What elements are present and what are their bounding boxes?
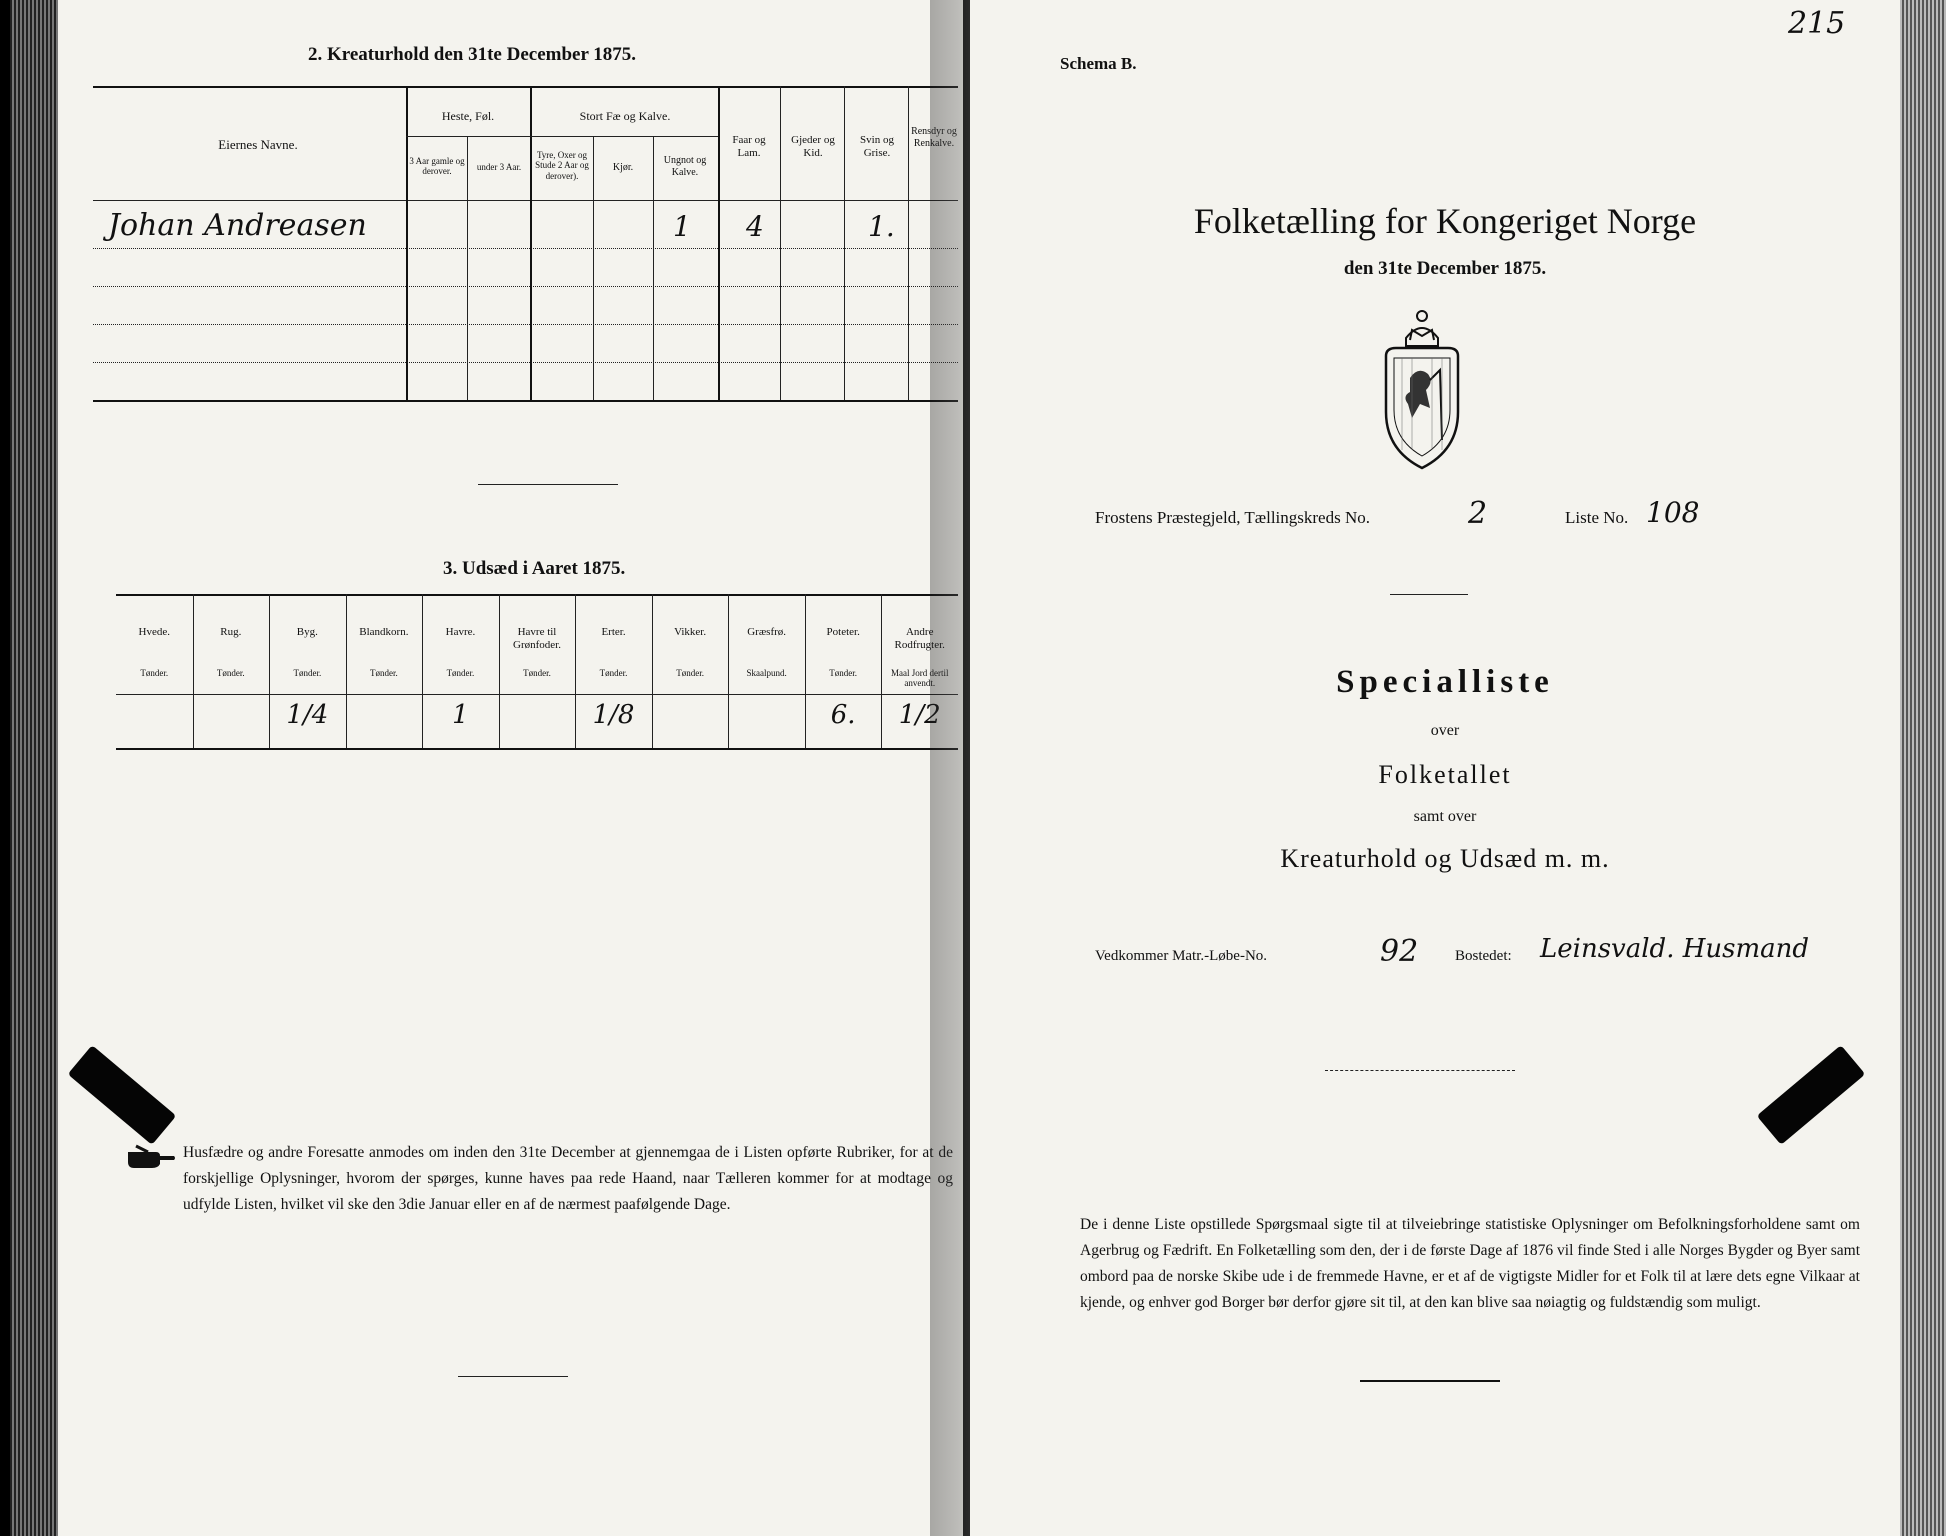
section2-title: 2. Kreaturhold den 31te December 1875. [308, 44, 637, 65]
table2-col-rule [406, 86, 408, 400]
right-page [970, 0, 1900, 1536]
header-owner: Eiernes Navne. [218, 137, 298, 152]
matr-label: Vedkommer Matr.-Løbe-No. [1095, 948, 1268, 964]
section3-title: 3. Udsæd i Aaret 1875. [443, 558, 626, 579]
norwegian-coat-of-arms-icon [1372, 300, 1472, 470]
table2-col-rule [530, 86, 532, 400]
folketallet-label: Folketallet [1378, 760, 1512, 789]
crop-unit: Maal Jord dertil anvendt. [890, 668, 949, 689]
crop-value: 1/8 [592, 700, 635, 730]
crop-header: Byg. [296, 626, 318, 638]
matr-no: 92 [1380, 934, 1419, 969]
district-no: 2 [1468, 496, 1488, 531]
crop-header: Græsfrø. [747, 626, 787, 638]
table2-col-rule [467, 136, 468, 400]
page-number: 215 [1788, 6, 1846, 41]
footer-text: De i denne Liste opstillede Spørgsmaal sigte til at tilveiebringe statistiske Oplysninger om Befolkningsforholdene samt om Agerbrug og Fædrift. En Folketælling som den, der i de første Dage af 1876 vil finde Sted i alle Norges Bygder og Byer samt ombord paa de norske Skibe ude i de fremmede Havne, er et af de vigtigste Midler for et Folk til at lære dets egne Vilkaar at kjende, og enhver god Borger bør derfor gjøre sit til, at den kan blive saa nøiagtig og fuldstændig som muligt. [1080, 1216, 1860, 1311]
crop-unit: Tønder. [140, 668, 169, 678]
table2-row-rule [93, 362, 958, 363]
table3-top-rule [116, 594, 958, 596]
crop-header: Blandkorn. [359, 626, 409, 638]
list-label: Liste No. [1565, 508, 1629, 527]
left-page [58, 0, 963, 1536]
crop-header: Havre til Grønfoder. [513, 626, 561, 651]
header-horses-young: under 3 Aar. [476, 162, 522, 172]
specialliste-heading: Specialliste [1336, 664, 1554, 700]
census-title: Folketælling for Kongeriget Norge [1193, 201, 1697, 241]
table2-col-rule [908, 86, 909, 400]
header-sheep: Faar og Lam. [732, 134, 766, 159]
header-young-cattle: Ungnot og Kalve. [663, 155, 707, 178]
book-edge-right [1900, 0, 1946, 1536]
parish-label: Frostens Præstegjeld, Tællingskreds No. [1095, 508, 1370, 527]
table3-header-rule [116, 694, 958, 695]
header-pigs: Svin og Grise. [860, 134, 894, 159]
header-cows: Kjør. [612, 162, 634, 173]
sheep-value: 4 [746, 210, 764, 243]
header-goats: Gjeder og Kid. [791, 134, 835, 159]
crop-unit: Tønder. [216, 668, 245, 678]
crop-header: Poteter. [826, 626, 860, 638]
header-reindeer: Rensdyr og Renkalve. [911, 126, 957, 149]
crop-header: Havre. [445, 626, 476, 638]
separator [478, 484, 618, 485]
crop-unit: Tønder. [523, 668, 551, 678]
crop-unit: Tønder. [446, 668, 475, 678]
kreaturhold-label: Kreaturhold og Udsæd m. m. [1280, 844, 1610, 873]
cows-value: 1 [673, 210, 691, 243]
table2-bottom-rule [93, 400, 958, 402]
table2-col-rule [593, 136, 594, 400]
crop-unit: Tønder. [676, 668, 704, 678]
notice-text: Husfædre og andre Foresatte anmodes om inden den 31te December at gjennemgaa de i Listen opførte Rubriker, for at de forskjellige Oplysninger, hvorom der spørges, kunne haves paa rede Haand, naar Tælleren kommer for at modtage og udfylde Listen, hvilket vil ske den 3die Januar eller en af de nærmest paafølgende Dage. [183, 1144, 953, 1213]
samt-over-label: samt over [1413, 808, 1477, 825]
crop-unit: Tønder. [829, 668, 858, 678]
schema-label: Schema B. [1060, 54, 1137, 73]
table2-col-rule [780, 86, 781, 400]
crop-header: Vikker. [674, 626, 707, 638]
list-no: 108 [1646, 496, 1700, 529]
bosted-value: Leinsvald. Husmand [1540, 934, 1810, 964]
crop-unit: Tønder. [293, 668, 322, 678]
crop-unit: Skaalpund. [746, 668, 787, 678]
pigs-value: 1. [868, 210, 895, 243]
crop-unit: Tønder. [599, 668, 628, 678]
crop-header: Rug. [220, 626, 242, 638]
crop-header: Hvede. [138, 626, 170, 638]
header-bulls: Tyre, Oxer og Stude 2 Aar og derover). [535, 150, 589, 181]
census-date: den 31te December 1875. [1343, 258, 1547, 279]
table2-col-rule [844, 86, 845, 400]
table3-bottom-rule [116, 748, 958, 750]
table2-row-rule [93, 286, 958, 287]
book-edge-left [10, 0, 58, 1536]
separator [458, 1376, 568, 1377]
header-horses-old: 3 Aar gamle og derover. [409, 156, 465, 177]
header-horses: Heste, Føl. [441, 109, 495, 123]
separator [1325, 1070, 1515, 1071]
crop-header: Andre Rodfrugter. [894, 626, 945, 651]
crop-unit: Tønder. [370, 668, 398, 678]
book-tab-marker [68, 1045, 177, 1145]
table2-top-rule [93, 86, 958, 88]
table2-row-rule [93, 248, 958, 249]
crop-value: 1/2 [898, 700, 941, 730]
separator [1360, 1380, 1500, 1382]
separator [1390, 594, 1468, 595]
pointing-hand-icon [126, 1142, 176, 1172]
table2-row-rule [93, 324, 958, 325]
crop-value: 1/4 [286, 700, 329, 730]
owner-name: Johan Andreasen [108, 208, 367, 243]
crop-header: Erter. [601, 626, 626, 638]
bosted-label: Bostedet: [1455, 948, 1512, 964]
over-label: over [1430, 722, 1460, 739]
crop-value: 1 [452, 700, 469, 730]
crop-value: 6. [830, 700, 856, 730]
table2-group-rule [406, 136, 718, 137]
header-cattle: Stort Fæ og Kalve. [579, 109, 671, 123]
table2-header-rule [93, 200, 958, 201]
book-tab-marker [1757, 1045, 1866, 1145]
